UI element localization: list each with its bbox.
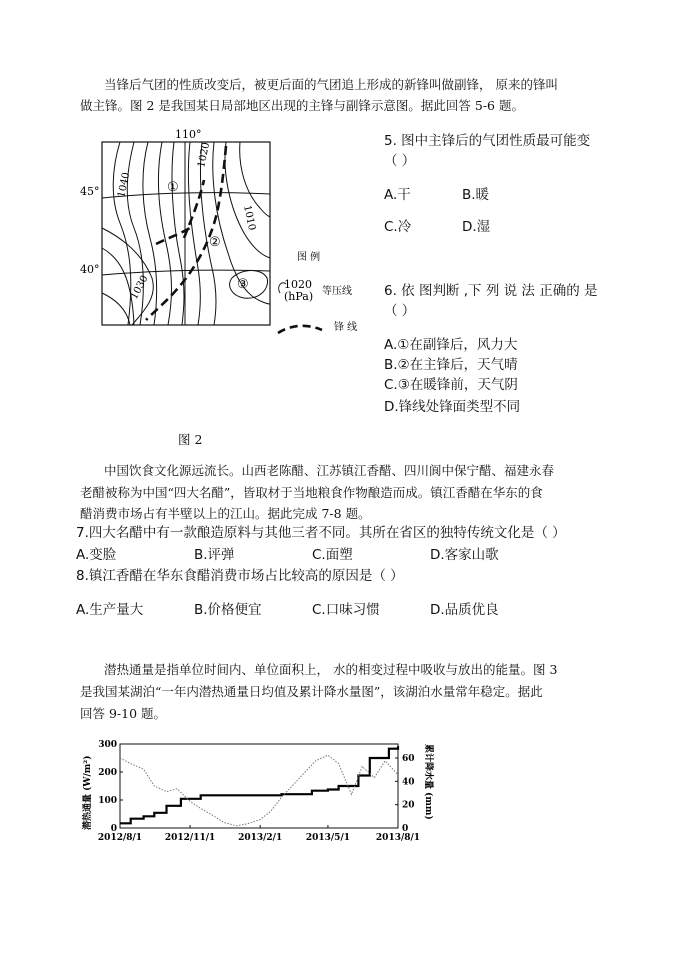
- y-left-axis-label: 潜热通量 (W/m²): [83, 755, 93, 830]
- isobar-1020-label: 1020: [196, 141, 213, 169]
- y-left-tick-label: 200: [98, 768, 117, 778]
- q8-stem: 8.镇江香醋在华东食醋消费市场占比较高的原因是（ ）: [76, 568, 404, 584]
- cumulative-precipitation-line: [120, 746, 398, 823]
- lat-40-label: 40°: [80, 263, 100, 276]
- y-right-axis-label: 累计降水量 (mm): [423, 744, 433, 820]
- x-tick-label: 2013/5/1: [305, 833, 351, 843]
- q8-option-d: D.品质优良: [430, 602, 499, 618]
- q8-option-c: C.口味习惯: [312, 602, 380, 618]
- q6-option-a: A.①在副锋后，风力大: [384, 337, 518, 353]
- front-map-figure: [72, 128, 372, 338]
- intro2-line3: 醋消费市场占有半壁以上的江山。据此完成 7-8 题。: [80, 506, 371, 521]
- legend-isobar-label: 等压线: [322, 286, 352, 297]
- y-right-tick-label: 40: [402, 777, 415, 788]
- latent-heat-chart: [76, 734, 436, 846]
- q8-option-a: A.生产量大: [76, 602, 144, 618]
- x-tick-label: 2013/8/1: [375, 833, 421, 843]
- q5-paren: （ ）: [384, 153, 416, 169]
- q7-option-a: A.变脸: [76, 547, 117, 563]
- q5-option-c: C.冷: [384, 219, 412, 235]
- intro1-line2: 做主锋。图 2 是我国某日局部地区出现的主锋与副锋示意图。据此回答 5-6 题。: [80, 98, 524, 113]
- q5-option-b: B.暖: [462, 187, 490, 203]
- isobar-1010-label: 1010: [241, 204, 258, 232]
- q6-stem: 6. 依 图判断 ,下 列 说 法 正确的 是: [384, 283, 598, 299]
- marker-2: ②: [209, 235, 221, 250]
- x-tick-label: 2012/11/1: [164, 833, 216, 843]
- y-right-tick-label: 0: [402, 824, 409, 834]
- intro2-line1: 中国饮食文化源远流长。山西老陈醋、江苏镇江香醋、四川阆中保宁醋、福建永春: [104, 463, 555, 478]
- x-tick-label: 2013/2/1: [238, 833, 283, 843]
- q6-paren: （ ）: [384, 303, 416, 319]
- intro1-line1: 当锋后气团的性质改变后，被更后面的气团追上形成的新锋叫做副锋， 原来的锋叫: [104, 77, 558, 92]
- y-left-tick-label: 300: [98, 740, 117, 750]
- q7-option-c: C.面塑: [312, 547, 353, 563]
- intro3-line3: 回答 9-10 题。: [80, 706, 167, 721]
- lon-110-label: 110°: [175, 128, 202, 141]
- q5-stem: 5. 图中主锋后的气团性质最可能变: [384, 133, 591, 149]
- legend-title: 图 例: [297, 252, 321, 263]
- isobar-1030-label: 1030: [128, 273, 151, 302]
- y-right-tick-label: 20: [402, 800, 415, 811]
- q6-option-c: C.③在暖锋前，天气阴: [384, 377, 518, 393]
- legend-unit: (hPa): [284, 290, 314, 303]
- lat-45-label: 45°: [80, 185, 100, 198]
- q7-stem: 7.四大名醋中有一款酿造原料与其他三者不同。其所在省区的独特传统文化是（ ）: [76, 525, 566, 541]
- intro2-line2: 老醋被称为中国“四大名醋”，皆取材于当地粮食作物酿造而成。镇江香醋在华东的食: [80, 485, 543, 500]
- x-tick-label: 2012/8/1: [97, 833, 143, 843]
- front-lines: [146, 146, 226, 320]
- legend-value: 1020: [284, 278, 312, 291]
- y-right-tick-label: 60: [402, 754, 415, 764]
- q8-option-b: B.价格便宜: [194, 602, 262, 618]
- y-left-tick-label: 0: [110, 824, 117, 834]
- q6-option-d: D.锋线处锋面类型不同: [384, 399, 521, 415]
- figure-2-caption: 图 2: [178, 432, 203, 447]
- intro3-line2: 是我国某湖泊“一年内潜热通量日均值及累计降水量图”，该湖泊水量常年稳定。据此: [80, 684, 543, 699]
- q5-option-a: A.干: [384, 187, 411, 203]
- legend-front-symbol: [278, 326, 322, 333]
- marker-1: ①: [167, 180, 179, 195]
- legend-front-label: 锋 线: [334, 322, 358, 333]
- y-left-tick-label: 100: [98, 796, 117, 806]
- marker-3: ③: [237, 277, 249, 292]
- isobar-1040-label: 1040: [116, 171, 133, 199]
- q5-option-d: D.湿: [462, 219, 491, 235]
- q7-option-b: B.评弹: [194, 547, 235, 563]
- latent-heat-flux-line: [120, 755, 398, 826]
- q7-option-d: D.客家山歌: [430, 547, 499, 563]
- q6-option-b: B.②在主锋后，天气晴: [384, 357, 518, 373]
- intro3-line1: 潜热通量是指单位时间内、单位面积上， 水的相变过程中吸收与放出的能量。图 3: [104, 662, 558, 677]
